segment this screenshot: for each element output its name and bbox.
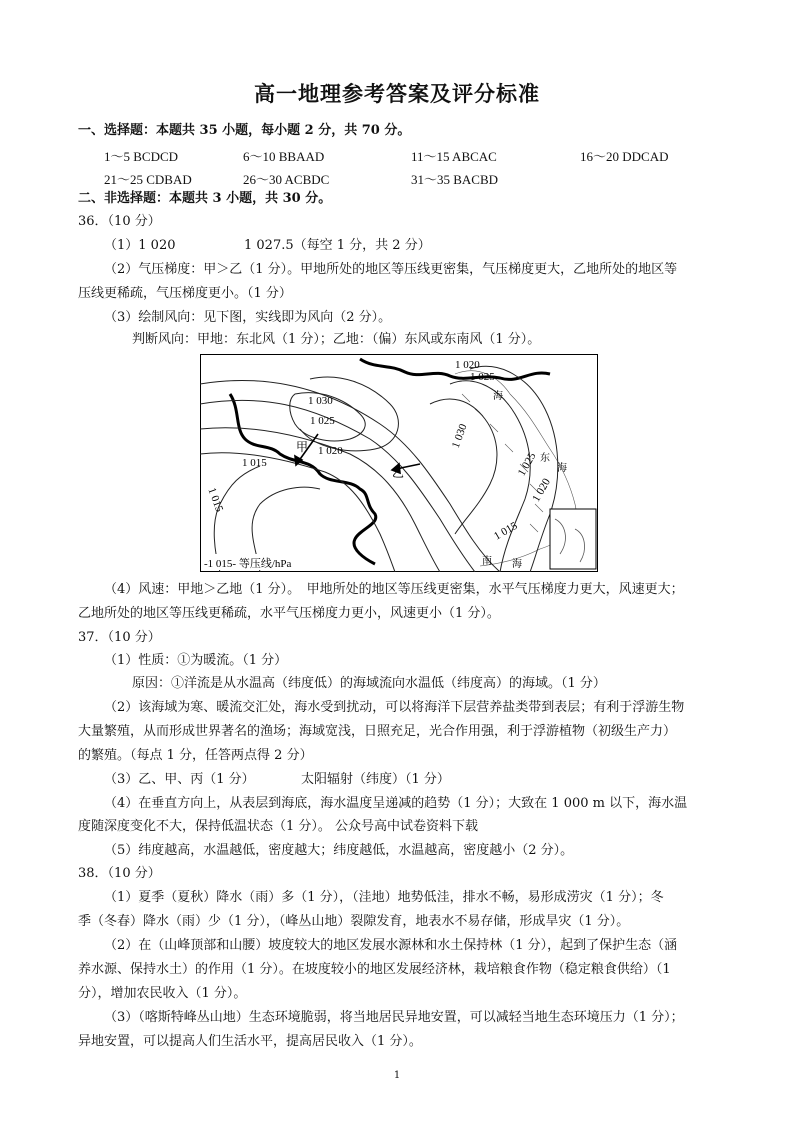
- answer-group-7: 31～35 BACBD: [411, 172, 499, 187]
- q38-line5: 分），增加农民收入（1 分）。: [78, 986, 247, 1001]
- q38-line4: 养水源、保持水土）的作用（1 分）。在坡度较小的地区发展经济林，栽培粮食作物（稳定粮食供给）（1: [78, 962, 671, 977]
- isobar-label: 1 025: [515, 450, 539, 479]
- q37-line4: 大量繁殖，从而形成世界著名的渔场；海域宽浅，日照充足，光合作用强，利于浮游植物（初级生产力）: [78, 724, 677, 739]
- isobar-map: [200, 354, 598, 572]
- answer-group-2: 6～10 BBAAD: [243, 149, 325, 164]
- isobar-label: 1 020: [455, 359, 480, 371]
- sea-label: 海: [493, 391, 503, 402]
- q37-line6a: （3）乙、甲、丙（1 分）: [104, 772, 255, 787]
- q36-part3-line1: （3）绘制风向：见下图，实线即为风向（2 分）。: [104, 310, 392, 325]
- q38-line3: （2）在（山峰顶部和山腰）坡度较大的地区发展水源林和水土保持林（1 分），起到了保护生态（涵: [104, 938, 678, 953]
- isobar-label: 1 015: [242, 457, 267, 469]
- q37-line3: （2）该海域为寒、暖流交汇处，海水受到扰动，可以将海洋下层营养盐类带到表层；有利于浮游生物: [104, 700, 685, 715]
- isobar-label: 1 020: [318, 445, 343, 457]
- q38-line2: 季（冬春）降水（雨）少（1 分），（峰丛山地）裂隙发育，地表水不易存储，形成旱灾（1 分）。: [78, 914, 630, 929]
- q37-line8: 度随深度变化不大，保持低温状态（1 分）。 公众号高中试卷资料下载: [78, 819, 479, 834]
- place-label-yi: 乙: [392, 466, 405, 480]
- q37-line7: （4）在垂直方向上，从表层到海底，海水温度呈递减的趋势（1 分）；大致在 1 000 m 以下，海水温: [104, 796, 688, 811]
- section-1-heading: 一、选择题：本题共 35 小题，每小题 2 分，共 70 分。: [78, 123, 411, 138]
- q37-line2: 原因：①洋流是从水温高（纬度低）的海域流向水温低（纬度高）的海域。（1 分）: [132, 676, 606, 691]
- answer-group-4: 16～20 DDCAD: [580, 149, 669, 164]
- q37-line6b: 太阳辐射（纬度）（1 分）: [301, 772, 450, 787]
- sea-label: 海: [557, 463, 567, 474]
- q37-heading: 37．（10 分）: [78, 630, 161, 645]
- answer-group-1: 1～5 BCDCD: [104, 149, 179, 164]
- q36-part2-line2: 压线更稀疏，气压梯度更小。（1 分）: [78, 286, 292, 301]
- page-number: 1: [393, 1070, 401, 1081]
- place-label-jia: 甲: [296, 440, 309, 454]
- sea-label: 海: [512, 559, 522, 570]
- q37-line5: 的繁殖。（每点 1 分，任答两点得 2 分）: [78, 748, 313, 763]
- q36-part4-line1: （4）风速：甲地＞乙地（1 分）。 甲地所处的地区等压线更密集，水平气压梯度力更大，风速更大；: [104, 582, 684, 597]
- q37-line1: （1）性质：①为暖流。（1 分）: [104, 653, 288, 668]
- isobar-label: 1 015: [205, 486, 226, 514]
- answer-group-3: 11～15 ABCAC: [411, 149, 497, 164]
- q36-part4-line2: 乙地所处的地区等压线更稀疏，水平气压梯度力更小，风速更小（1 分）。: [78, 606, 500, 621]
- q38-line6: （3）（喀斯特峰丛山地）生态环境脆弱，将当地居民异地安置，可以减轻当地生态环境压力（1 分）；: [104, 1010, 684, 1025]
- q36-heading: 36．（10 分）: [78, 214, 161, 229]
- q37-line9: （5）纬度越高，水温越低，密度越大；纬度越低，水温越高，密度越小（2 分）。: [104, 843, 574, 858]
- map-legend: -1 015- 等压线/hPa: [204, 558, 292, 570]
- answer-group-5: 21～25 CDBAD: [104, 172, 192, 187]
- sea-label: 南: [482, 556, 492, 567]
- isobar-label: 1 030: [449, 422, 470, 450]
- q38-line7: 异地安置，可以提高人们生活水平，提高居民收入（1 分）。: [78, 1034, 422, 1049]
- section-2-heading: 二、非选择题：本题共 3 小题，共 30 分。: [78, 191, 332, 206]
- page-title: 高一地理参考答案及评分标准: [254, 81, 540, 106]
- isobar-label: 1 030: [308, 395, 333, 407]
- q36-part3-line2: 判断风向：甲地：东北风（1 分）；乙地：（偏）东风或东南风（1 分）。: [132, 332, 541, 347]
- isobar-label: 1 020: [530, 476, 553, 504]
- q36-part1-a: （1）1 020: [104, 238, 176, 253]
- isobar-label: 1 025: [310, 415, 335, 427]
- q36-part1-b: 1 027.5（每空 1 分，共 2 分）: [244, 238, 431, 253]
- q38-line1: （1）夏季（夏秋）降水（雨）多（1 分），（洼地）地势低洼，排水不畅，易形成涝灾（1 分）；冬: [104, 890, 664, 905]
- isobar-label: 1 025: [470, 371, 495, 383]
- sea-label: 东: [540, 453, 550, 464]
- q36-part2-line1: （2）气压梯度：甲＞乙（1 分）。甲地所处的地区等压线更密集，气压梯度更大，乙地所处的地区等: [104, 262, 678, 277]
- answer-group-6: 26～30 ACBDC: [243, 172, 330, 187]
- isobar-label: 1 015: [492, 519, 520, 543]
- q38-heading: 38．（10 分）: [78, 866, 161, 881]
